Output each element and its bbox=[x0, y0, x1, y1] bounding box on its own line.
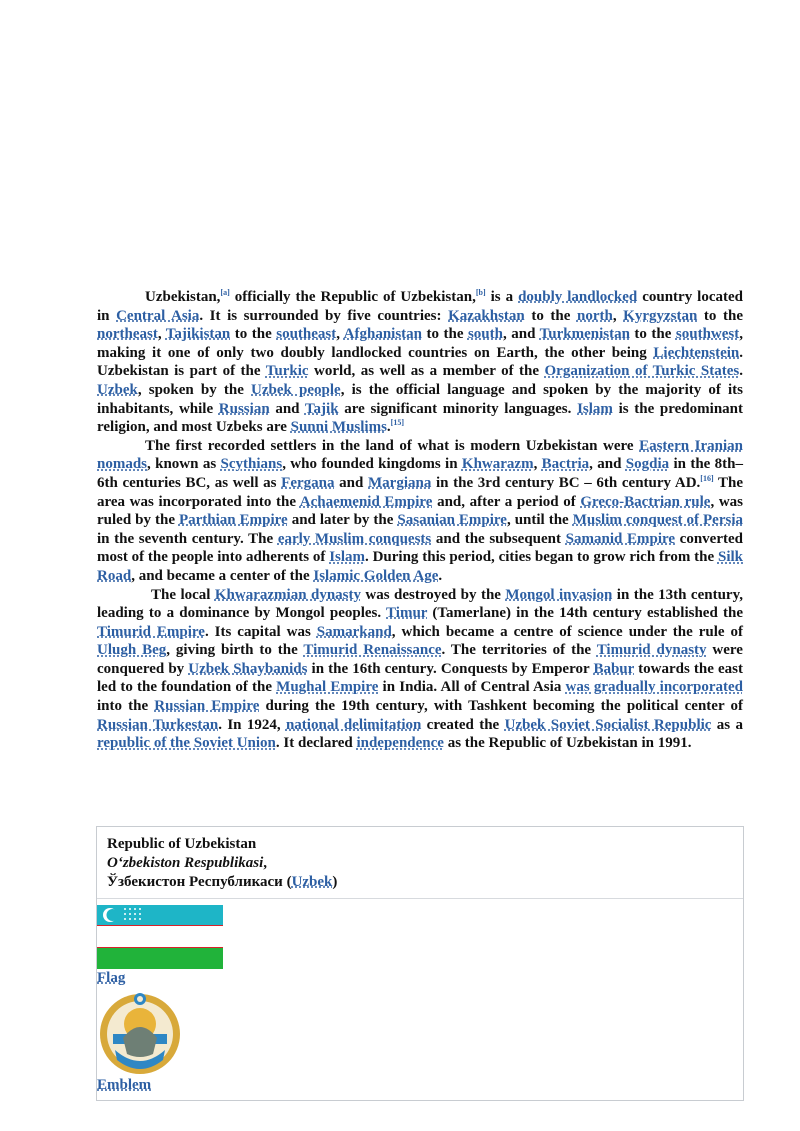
text-run: , known as bbox=[147, 456, 221, 473]
crescent-stars-icon bbox=[97, 905, 223, 925]
text-run: country located in bbox=[97, 289, 744, 324]
emblem-image[interactable] bbox=[97, 990, 183, 1076]
text-run: were conquered by bbox=[97, 642, 743, 677]
text-run: and, after a period of bbox=[432, 493, 581, 510]
article-link[interactable]: Tajikistan bbox=[165, 326, 231, 343]
article-link[interactable]: Tajik bbox=[304, 400, 339, 417]
flag-green-band bbox=[97, 948, 223, 969]
article-link[interactable]: Muslim conquest of Persia bbox=[572, 512, 743, 529]
infobox-cyrillic-name: Ўзбекистон Республикаси (Uzbek) bbox=[107, 874, 338, 890]
article-link[interactable]: Uzbek bbox=[97, 381, 138, 398]
emblem-caption-link[interactable]: Emblem bbox=[97, 1077, 152, 1093]
article-link[interactable]: Kyrgyzstan bbox=[623, 307, 698, 324]
text-run: , bbox=[336, 326, 344, 343]
footnote-link[interactable]: [a] bbox=[220, 288, 230, 297]
flag-white-band bbox=[97, 926, 223, 947]
article-link[interactable]: Mongol invasion bbox=[505, 586, 613, 603]
article-link[interactable]: republic of the Soviet Union bbox=[97, 735, 276, 752]
text-run: to the bbox=[230, 326, 277, 343]
text-run: , is the official language and spoken by the majority of its inhabitants, while bbox=[97, 381, 744, 417]
text-run: . Its capital was bbox=[204, 623, 317, 640]
text-run: . bbox=[386, 419, 391, 436]
text-run: , until the bbox=[506, 512, 573, 529]
text-run: , bbox=[612, 307, 624, 324]
text-run: in India. All of Central Asia bbox=[378, 679, 566, 696]
text-run: . It is surrounded by five countries: bbox=[199, 307, 449, 324]
text-run: in the 8th–6th centuries BC, as well as bbox=[97, 456, 743, 491]
text-run: . In 1924, bbox=[218, 716, 286, 733]
text-run: is the predominant religion, and most Uzbeks are bbox=[97, 400, 743, 436]
text-run: , bbox=[157, 326, 166, 343]
article-link[interactable]: Scythians bbox=[220, 456, 283, 473]
article-link[interactable]: Timurid Renaissance bbox=[303, 642, 442, 659]
flag-image[interactable] bbox=[97, 905, 223, 969]
article-link[interactable]: Organization of Turkic States bbox=[544, 363, 740, 380]
article-link[interactable]: southeast bbox=[276, 326, 337, 343]
paragraph-medieval-history bbox=[97, 586, 743, 753]
text-run: , and became a center of the bbox=[131, 567, 314, 584]
article-link[interactable]: Margiana bbox=[368, 474, 432, 491]
text-run: as the Republic of Uzbekistan in 1991. bbox=[443, 735, 692, 752]
article-link[interactable]: Achaemenid Empire bbox=[299, 493, 433, 510]
article-link[interactable]: Central Asia bbox=[116, 307, 200, 324]
text-run: , was ruled by the bbox=[97, 493, 743, 529]
article-link[interactable]: Eastern Iranian nomads bbox=[97, 437, 743, 473]
text-run: . During this period, cities began to grow rich from the bbox=[365, 549, 718, 566]
article-link[interactable]: Timurid Empire bbox=[97, 623, 205, 640]
text-run: world, as well as a member of the bbox=[308, 363, 545, 380]
footnote-ref bbox=[391, 418, 404, 427]
text-run: Uzbekistan, bbox=[145, 289, 221, 305]
article-link[interactable]: Timur bbox=[386, 605, 428, 622]
article-link[interactable]: Sasanian Empire bbox=[397, 512, 507, 529]
article-link[interactable]: Parthian Empire bbox=[178, 512, 288, 529]
text-run: The area was incorporated into the bbox=[97, 474, 744, 510]
article-link[interactable]: Ulugh Beg bbox=[97, 642, 167, 659]
footnote-ref bbox=[220, 288, 229, 297]
flag-blue-band bbox=[97, 905, 223, 925]
text-run: , giving birth to the bbox=[166, 642, 304, 659]
infobox-header bbox=[97, 827, 743, 899]
text-run: to the bbox=[422, 326, 468, 343]
text-run: , which became a centre of science under the rule of bbox=[391, 623, 743, 640]
article-link[interactable]: Silk Road bbox=[97, 549, 744, 584]
article-link[interactable]: Samarkand bbox=[316, 623, 392, 640]
footnote-ref bbox=[700, 474, 713, 483]
infobox-native-name: O‘zbekiston Respublikasi, bbox=[107, 855, 268, 871]
text-run: in the seventh century. The bbox=[97, 530, 278, 547]
footnote-link[interactable]: [15] bbox=[390, 418, 404, 428]
text-run: , and bbox=[503, 326, 540, 343]
article-link[interactable]: Islamic Golden Age bbox=[313, 567, 439, 584]
article-link[interactable]: Khwarazm bbox=[461, 456, 534, 473]
article-link[interactable]: Afghanistan bbox=[343, 326, 423, 343]
text-run: are significant minority languages. bbox=[338, 400, 578, 417]
article-link[interactable]: Khwarazmian dynasty bbox=[214, 586, 361, 603]
paragraph-intro bbox=[97, 288, 743, 437]
article-link[interactable]: Sunni Muslims bbox=[290, 419, 387, 436]
article-link[interactable]: Russian bbox=[218, 400, 270, 417]
text-run: . Uzbekistan is part of the bbox=[97, 344, 743, 380]
text-run: in the 16th century. Conquests by Emperor bbox=[307, 660, 594, 677]
article-link[interactable]: northeast bbox=[97, 326, 158, 343]
infobox bbox=[96, 826, 744, 1101]
text-run: to the bbox=[524, 307, 577, 324]
text-run: to the bbox=[697, 307, 743, 324]
text-run: , and bbox=[589, 456, 626, 473]
text-run: , making it one of only two doubly landlocked countries on Earth, the other being bbox=[97, 326, 743, 361]
footnote-ref bbox=[476, 288, 486, 297]
text-run: The local bbox=[151, 586, 215, 603]
article-link[interactable]: Uzbek Shaybanids bbox=[188, 660, 308, 677]
article-link[interactable]: Sogdia bbox=[625, 456, 670, 473]
article-link[interactable]: Turkmenistan bbox=[539, 326, 630, 343]
text-run: to the bbox=[629, 326, 676, 343]
text-run: towards the east led to the foundation of the bbox=[97, 660, 743, 696]
article-link[interactable]: Turkic bbox=[265, 363, 309, 380]
article-link[interactable]: Mughal Empire bbox=[276, 679, 379, 696]
text-run: . The territories of the bbox=[441, 642, 597, 659]
text-run: during the 19th century, with Tashkent becoming the political center of bbox=[259, 698, 743, 715]
text-run: and the subsequent bbox=[431, 530, 566, 547]
footnote-link[interactable]: [b] bbox=[475, 288, 486, 297]
flag-caption-link[interactable]: Flag bbox=[97, 970, 126, 986]
article-link[interactable]: Bactria bbox=[541, 456, 590, 473]
text-run: was destroyed by the bbox=[361, 586, 506, 603]
text-run: created the bbox=[421, 716, 505, 733]
article-link[interactable]: doubly landlocked bbox=[518, 289, 638, 305]
footnote-link[interactable]: [16] bbox=[700, 473, 714, 483]
text-run: into the bbox=[97, 698, 155, 715]
article-link[interactable]: southwest bbox=[675, 326, 740, 343]
text-run: . bbox=[438, 567, 443, 584]
article-link[interactable]: Kazakhstan bbox=[448, 307, 525, 324]
article-link[interactable]: national delimitation bbox=[285, 716, 422, 733]
article-link[interactable]: Babur bbox=[593, 660, 635, 677]
article-link[interactable]: independence bbox=[356, 735, 444, 752]
text-run: is a bbox=[485, 289, 519, 305]
article-link[interactable]: Uzbek Soviet Socialist Republic bbox=[504, 716, 712, 733]
article-link[interactable]: Russian Turkestan bbox=[97, 716, 219, 733]
article-link[interactable]: Uzbek people bbox=[251, 381, 341, 398]
article-link[interactable]: Russian Empire bbox=[154, 698, 260, 715]
article-link[interactable]: Liechtenstein bbox=[653, 344, 740, 361]
text-run: . bbox=[739, 363, 743, 380]
text-run: in the 13th century, leading to a dominance by Mongol peoples. bbox=[97, 586, 744, 622]
infobox-title: Republic of Uzbekistan bbox=[107, 836, 257, 852]
article-link[interactable]: Timurid dynasty bbox=[596, 642, 707, 659]
article-link[interactable]: south bbox=[467, 326, 503, 343]
article-link[interactable]: Greco-Bactrian rule bbox=[580, 493, 711, 510]
paragraph-early-history bbox=[97, 437, 743, 586]
text-run: and later by the bbox=[287, 512, 398, 529]
text-run: converted most of the people into adherents of bbox=[97, 530, 743, 566]
text-run: officially the Republic of Uzbekistan, bbox=[229, 289, 476, 305]
text-run: . It declared bbox=[275, 735, 357, 752]
article-link[interactable]: Islam bbox=[329, 549, 366, 566]
text-run: as a bbox=[711, 716, 743, 733]
article-body bbox=[97, 288, 743, 753]
article-link[interactable]: north bbox=[576, 307, 613, 324]
article-link[interactable]: Fergana bbox=[281, 474, 335, 491]
article-link[interactable]: Islam bbox=[577, 400, 613, 417]
article-link[interactable]: was gradually incorporated bbox=[565, 679, 743, 696]
text-run: and bbox=[269, 400, 305, 417]
text-run: in the 3rd century BC – 6th century AD. bbox=[431, 474, 701, 491]
text-run: , spoken by the bbox=[137, 381, 252, 398]
text-run: and bbox=[334, 474, 368, 491]
article-link[interactable]: Samanid Empire bbox=[565, 530, 676, 547]
uzbek-language-link[interactable]: Uzbek bbox=[291, 874, 333, 890]
text-run: , who founded kingdoms in bbox=[282, 456, 462, 473]
text-run: , bbox=[533, 456, 542, 473]
text-run: The first recorded settlers in the land of what is modern Uzbekistan were bbox=[145, 437, 640, 454]
text-run: (Tamerlane) in the 14th century established the bbox=[427, 605, 743, 622]
article-link[interactable]: early Muslim conquests bbox=[277, 530, 432, 547]
